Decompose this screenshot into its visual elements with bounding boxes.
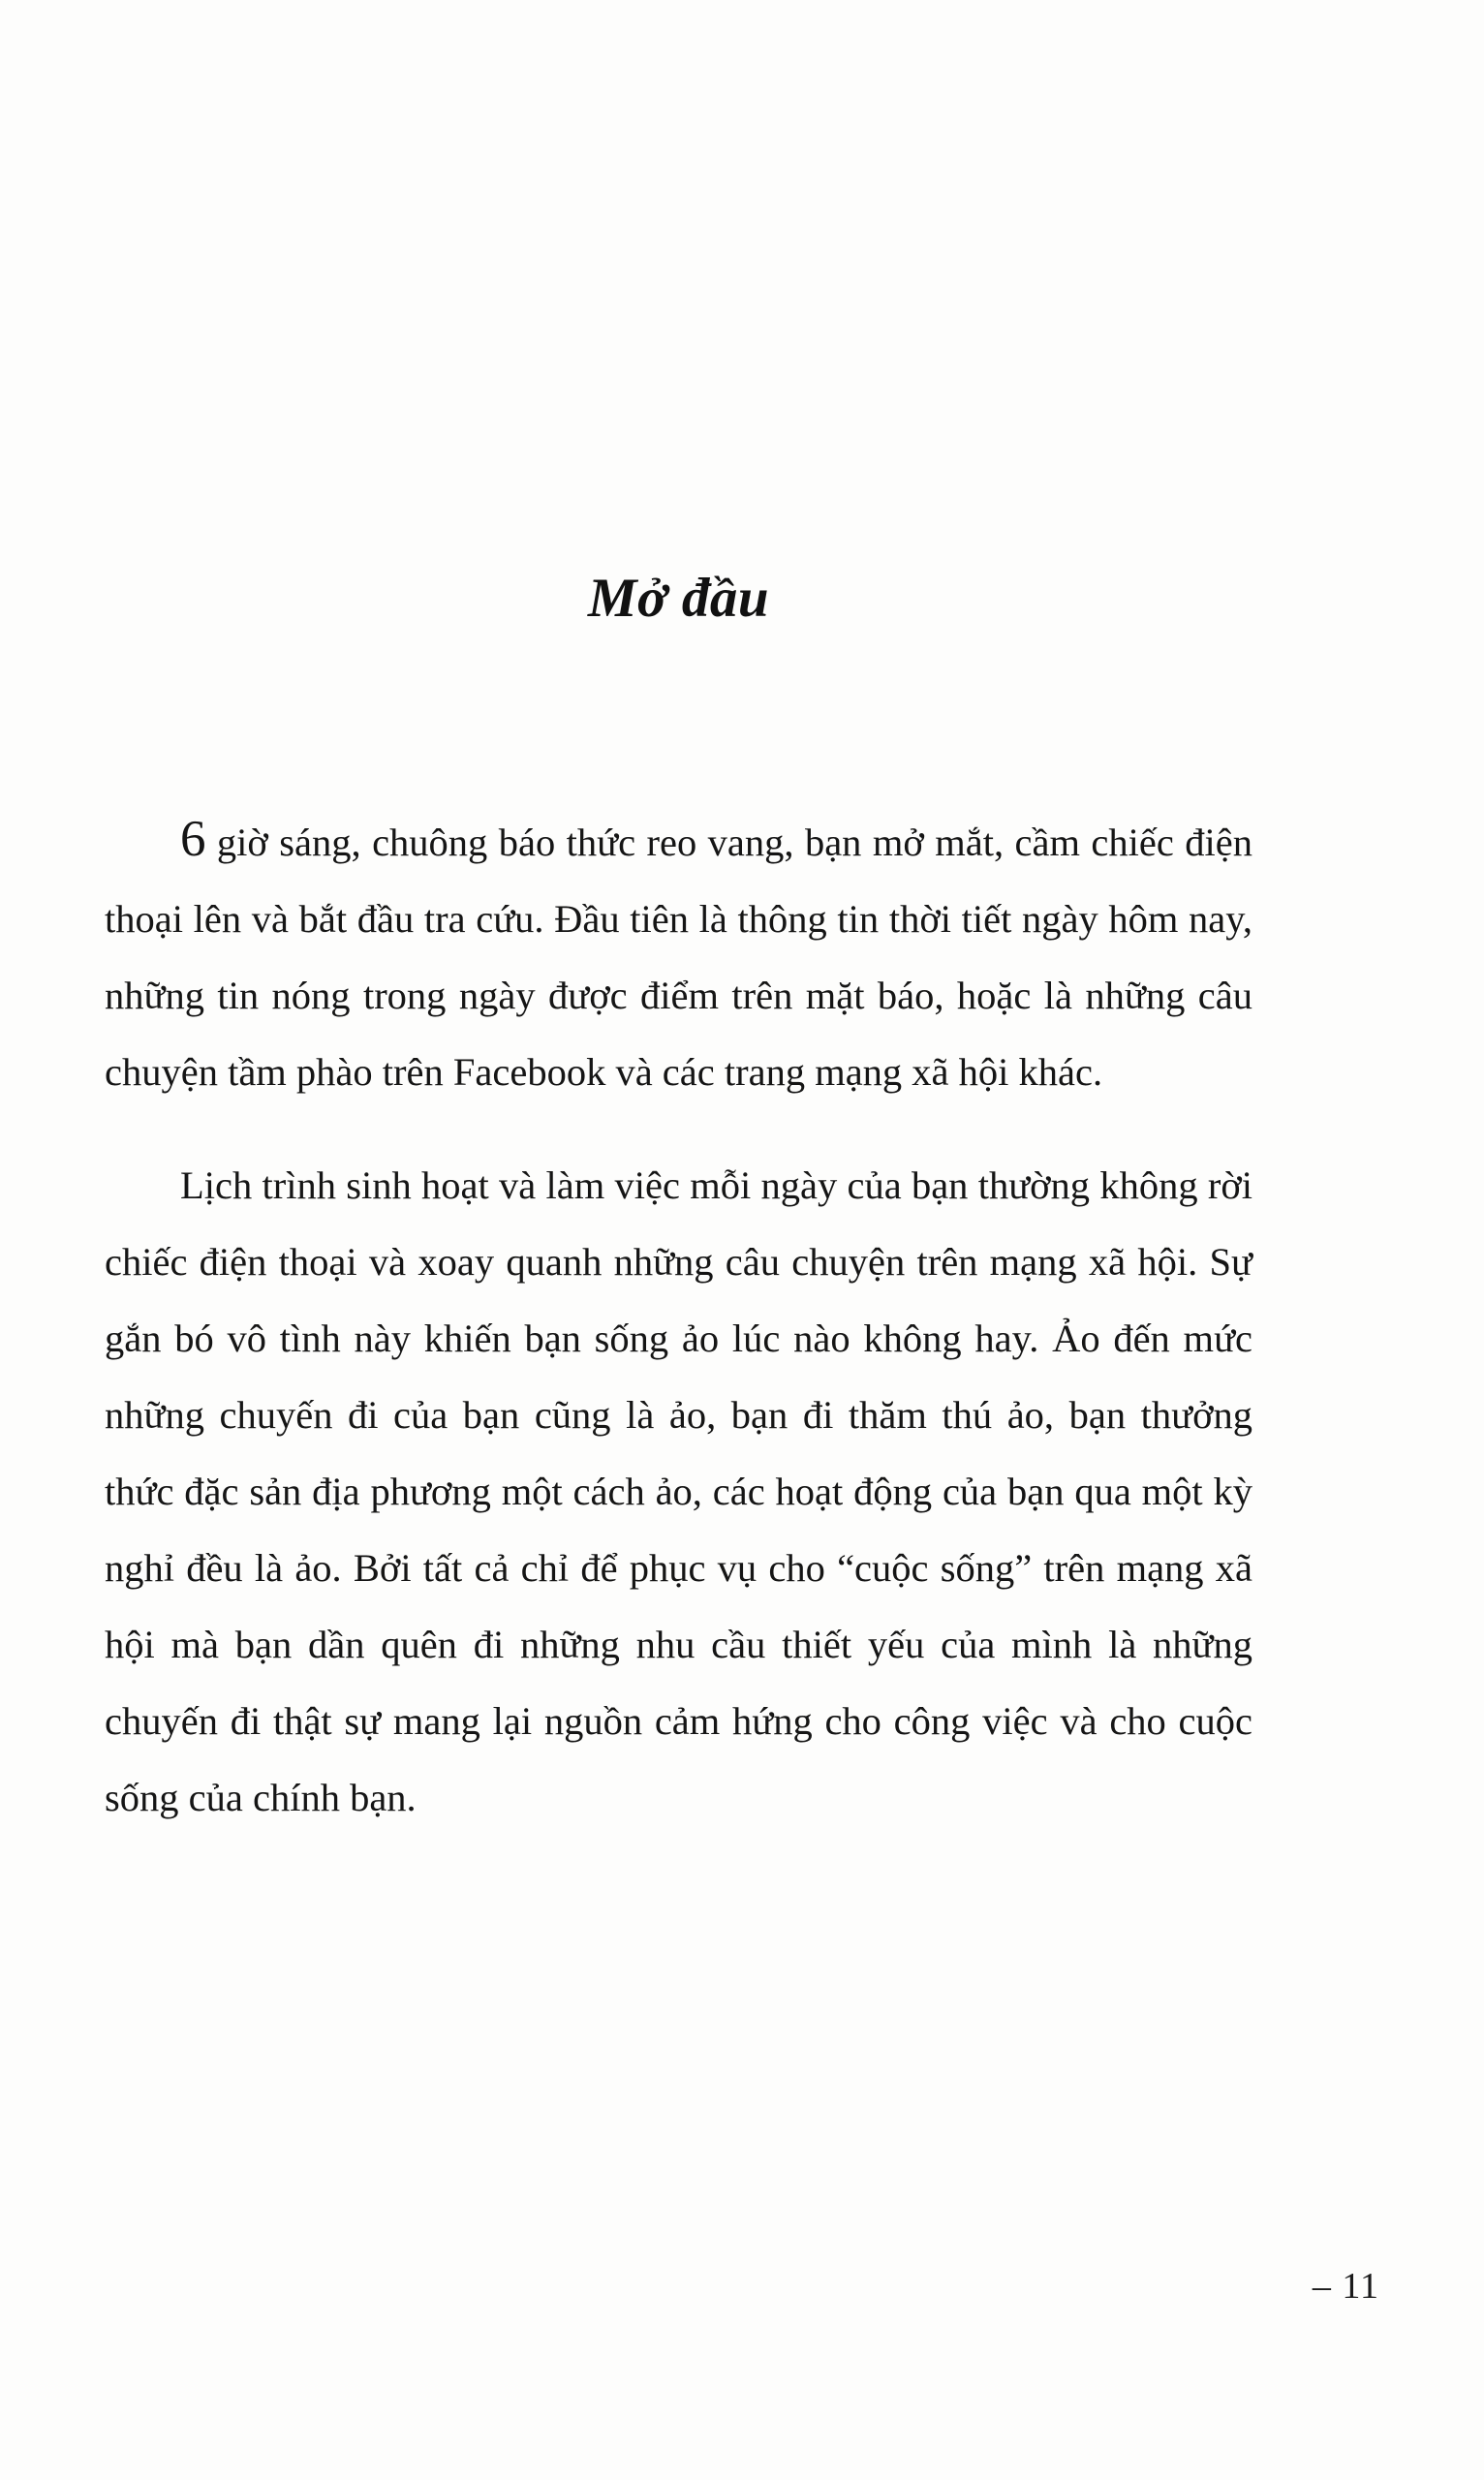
drop-cap: 6 (180, 811, 206, 867)
body-text (105, 804, 1252, 1836)
page-content (105, 0, 1252, 2480)
page-number: – 11 (1312, 2266, 1379, 2307)
paragraph-text: Lịch trình sinh hoạt và làm việc mỗi ngày của bạn thường không rời chiếc điện thoại và xoay quanh những câu chuyện trên mạng xã hội. Sự gắn bó vô tình này khiến bạn sống ảo lúc nào không hay. Ảo đến mức những chuyến đi của bạn cũng là ảo, bạn đi thăm thú ảo, bạn thưởng thức đặc sản địa phương một cách ảo, các hoạt động của bạn qua một kỳ nghỉ đều là ảo. Bởi tất cả chỉ để phục vụ cho “cuộc sống” trên mạng xã hội mà bạn dần quên đi những nhu cầu thiết yếu của mình là những chuyến đi thật sự mang lại nguồn cảm hứng cho công việc và cho cuộc sống của chính bạn. (105, 1163, 1252, 1819)
paragraph (105, 804, 1252, 1110)
chapter-title: Mở đầu (587, 568, 770, 629)
paragraph (105, 1147, 1252, 1836)
paragraph-text: giờ sáng, chuông báo thức reo vang, bạn mở mắt, cầm chiếc điện thoại lên và bắt đầu tra cứu. Đầu tiên là thông tin thời tiết ngày hôm nay, những tin nóng trong ngày được điểm trên mặt báo, hoặc là những câu chuyện tầm phào trên Facebook và các trang mạng xã hội khác. (105, 821, 1252, 1094)
